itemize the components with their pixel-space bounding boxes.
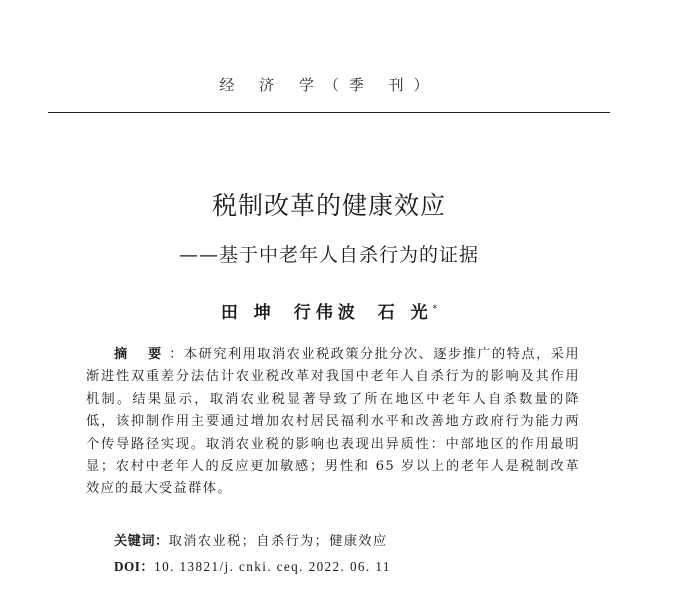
author-list <box>48 298 610 323</box>
keywords <box>114 530 594 549</box>
doi-value: 10. 13821/j. cnki. ceq. 2022. 06. 11 <box>154 559 391 574</box>
author-name: 田 坤 <box>220 303 276 323</box>
keywords-text: 取消农业税；自杀行为；健康效应 <box>168 534 388 549</box>
author-name: 石 光 <box>377 303 433 323</box>
author-footnote-mark: * <box>432 304 438 315</box>
author-name: 行伟波 <box>293 303 360 323</box>
article-subtitle: ——基于中老年人自杀行为的证据 <box>178 244 479 266</box>
abstract-text: 本研究利用取消农业税政策分批分次、逐步推广的特点，采用渐进性双重差分法估计农业税改革对我国中老年人自杀行为的影响及其作用机制。结果显示，取消农业税显著导致了所在地区中老年人自杀数量的降低，该抑制作用主要通过增加农村居民福利水平和改善地方政府行为能力两个传导路径实现。取消农业税的影响也表现出异质性：中部地区的作用最明显；农村中老年人的反应更加敏感；男性和 65 岁以上的老年人是税制改革效应的最大受益群体。 <box>86 347 581 497</box>
keywords-label: 关键词： <box>114 534 169 549</box>
doi-label: DOI： <box>114 559 155 574</box>
doi <box>114 556 594 575</box>
article-title: 税制改革的健康效应 <box>211 191 446 220</box>
abstract-separator: ： <box>169 347 184 362</box>
journal-header: 经 济 学（季 刊） <box>219 76 439 94</box>
abstract-label: 摘 要 <box>114 347 170 362</box>
abstract <box>86 344 580 501</box>
header-rule <box>48 112 610 113</box>
